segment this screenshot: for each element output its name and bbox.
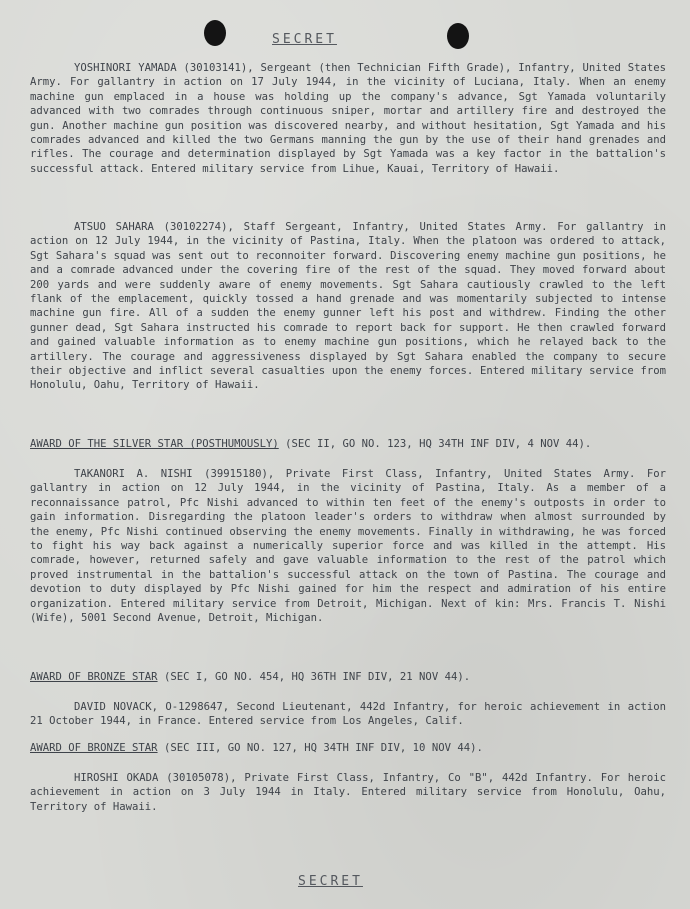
award-heading-bronze-star-2 (30, 741, 680, 755)
award-heading-reference: (SEC II, GO NO. 123, HQ 34TH INF DIV, 4 NOV 44). (278, 438, 592, 450)
punch-hole-right (447, 23, 469, 49)
citation-paragraph-yamada: YOSHINORI YAMADA (30103141), Sergeant (then Technician Fifth Grade), Infantry, United States Army. For gallantry in action on 17 July 1944, in the vicinity of Luciana, Italy. When an enemy machine gun emplaced in a house was holding up the company's advance, Sgt Yamada voluntarily advanced with two comrades through continuous sniper, mortar and artillery fire and destroyed the gun. Another machine gun position was discovered nearby, and without hesitation, Sgt Yamada and his comrades advanced and killed the two Germans manning the gun by the use of their hand grenades and rifles. The courage and determination displayed by Sgt Yamada was a key factor in the battalion's successful attack. Entered military service from Lihue, Kauai, Territory of Hawaii. (30, 62, 666, 175)
citation-paragraph-nishi: TAKANORI A. NISHI (39915180), Private First Class, Infantry, United States Army. For gallantry in action on 12 July 1944, in the vicinity of Pastina, Italy. As a member of a reconnaissance patrol, Pfc Nishi advanced to within ten feet of the enemy's outposts in order to gain information. Disregarding the platoon leader's orders to withdraw when almost surrounded by the enemy, Pfc Nishi continued observing the enemy movements. Finally in withdrawing, he was forced to fight his way back against a numerically superior force and was killed in the attempt. His comrade, however, returned safely and gave valuable information to the rest of the patrol which proved instrumental in the battalion's successful attack on the town of Pastina. The courage and devotion to duty displayed by Pfc Nishi gained for him the respect and admiration of his entire organization. Entered military service from Detroit, Michigan. Next of kin: Mrs. Francis T. Nishi (Wife), 5001 Second Avenue, Detroit, Michigan. (30, 468, 666, 625)
award-heading-title: AWARD OF THE SILVER STAR (POSTHUMOUSLY) (30, 438, 279, 450)
punch-hole-left (204, 20, 226, 46)
award-heading-reference: (SEC I, GO NO. 454, HQ 36TH INF DIV, 21 NOV 44). (157, 671, 471, 683)
award-heading-title: AWARD OF BRONZE STAR (30, 671, 158, 683)
award-heading-silver-star (30, 437, 680, 451)
award-heading-bronze-star-1 (30, 670, 680, 684)
classification-footer: SECRET (298, 874, 363, 889)
award-heading-reference: (SEC III, GO NO. 127, HQ 34TH INF DIV, 10 NOV 44). (157, 742, 483, 754)
classification-header: SECRET (272, 32, 337, 47)
citation-paragraph-okada: HIROSHI OKADA (30105078), Private First Class, Infantry, Co "B", 442d Infantry. For heroic achievement in action on 3 July 1944 in Italy. Entered military service from Honolulu, Oahu, Territory of Hawaii. (30, 772, 666, 813)
citation-paragraph-sahara: ATSUO SAHARA (30102274), Staff Sergeant, Infantry, United States Army. For gallantry in action on 12 July 1944, in the vicinity of Pastina, Italy. When the platoon was ordered to attack, Sgt Sahara's squad was sent out to reconnoiter forward. Discovering enemy machine gun positions, he and a comrade advanced under the covering fire of the rest of the squad. They moved forward about 200 yards and were suddenly aware of enemy movements. Sgt Sahara cautiously crawled to the left flank of the emplacement, quickly tossed a hand grenade and was momentarily subjected to intense machine gun fire. All of a sudden the enemy gunner left his post and withdrew. Finding the other gunner dead, Sgt Sahara instructed his comrade to report back for support. He then crawled forward and gained valuable information as to enemy machine gun positions, which he relayed back to the artillery. The courage and aggressiveness displayed by Sgt Sahara enabled the company to secure their objective and inflict several casualties upon the enemy forces. Entered military service from Honolulu, Oahu, Territory of Hawaii. (30, 221, 666, 392)
citation-paragraph-novack: DAVID NOVACK, O-1298647, Second Lieutenant, 442d Infantry, for heroic achievement in action 21 October 1944, in France. Entered service from Los Angeles, Calif. (30, 701, 666, 728)
award-heading-title: AWARD OF BRONZE STAR (30, 742, 158, 754)
